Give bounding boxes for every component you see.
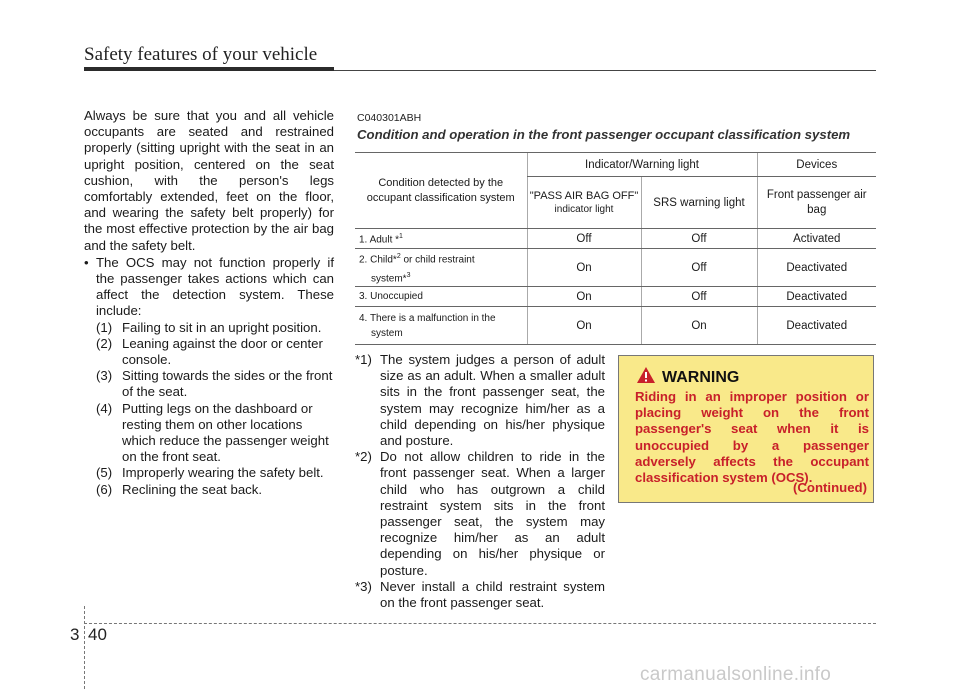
section-title: Condition and operation in the front passenger occupant classification system	[357, 127, 851, 142]
footnote-1: *1) The system judges a person of adult size as an adult. When a smaller adult sits in the front passenger seat, the system may recognize him/her as a child depending on his/her physique and posture.	[355, 352, 605, 449]
row-pass-indicator: On	[527, 307, 641, 345]
warning-body: Riding in an improper position or placing weight on the front passenger's seat when it is unoccupied by a passenger adversely affects the occupant classification system (OCS).	[635, 389, 869, 486]
footnotes	[355, 352, 605, 611]
footer-rule	[84, 623, 876, 624]
list-item: (1) Failing to sit in an upright position.	[96, 319, 322, 335]
warning-box	[618, 355, 874, 503]
watermark: carmanualsonline.info	[640, 664, 832, 685]
header-bar	[84, 67, 334, 71]
row-condition: 4. There is a malfunction in the system	[355, 307, 527, 345]
section-code: C040301ABH	[357, 112, 422, 124]
header-srs-warning-light: SRS warning light	[641, 177, 757, 229]
left-column	[84, 108, 334, 498]
table-row	[355, 287, 876, 307]
warning-title: WARNING	[662, 368, 740, 386]
row-device-state: Activated	[757, 229, 876, 249]
row-srs-light: On	[641, 307, 757, 345]
page-header-title: Safety features of your vehicle	[84, 44, 318, 65]
list-item: (4) Putting legs on the dashboard or resting them on other locations which reduce the passenger weight on the front seat.	[96, 400, 329, 465]
row-srs-light: Off	[641, 229, 757, 249]
row-device-state: Deactivated	[757, 249, 876, 287]
row-pass-indicator: On	[527, 287, 641, 307]
footer-divider	[84, 606, 85, 689]
ocs-bullet	[84, 255, 334, 320]
row-pass-indicator: Off	[527, 229, 641, 249]
ocs-table	[355, 152, 876, 345]
footnote-3: *3) Never install a child restraint system on the front passenger seat.	[355, 578, 605, 611]
row-condition: 1. Adult *$^1$	[355, 229, 527, 249]
row-pass-indicator: On	[527, 249, 641, 287]
row-srs-light: Off	[641, 287, 757, 307]
row-device-state: Deactivated	[757, 287, 876, 307]
list-item: (6) Reclining the seat back.	[96, 481, 263, 497]
table-row	[355, 229, 876, 249]
table-row	[355, 249, 876, 287]
ocs-bullet-text: The OCS may not function properly if the passenger takes actions which can affect the detection system. These include:	[96, 254, 334, 319]
intro-paragraph: Always be sure that you and all vehicle occupants are seated and restrained properly (sitting upright with the seat in an upright position, centered on the seat cushion, with the person's legs comfortably extended, feet on the floor, and wearing the safety belt properly) for the most effective protection by the air bag and the safety belt.	[84, 108, 334, 253]
page-number: 40	[88, 625, 107, 644]
ocs-actions-list	[84, 320, 334, 498]
footnote-2: *2) Do not allow children to ride in the front passenger seat. When a larger child who has outgrown a child restraint system sits in the front passenger seat, the system may recognize him/her as an adult depending on his/her physique or posture.	[355, 449, 605, 578]
header-devices: Devices	[757, 153, 876, 177]
row-condition: 2. Child*$^2$ or child restraint system*$^3$	[355, 249, 527, 287]
warning-header	[636, 366, 739, 389]
header-indicator: Indicator/Warning light	[527, 153, 757, 177]
header-front-passenger-air-bag: Front passenger air bag	[757, 177, 876, 229]
header-condition: Condition detected by the occupant classification system	[355, 153, 527, 229]
row-device-state: Deactivated	[757, 307, 876, 345]
row-srs-light: Off	[641, 249, 757, 287]
header-rule	[334, 70, 876, 71]
header-pass-air-bag-off: "PASS AIR BAG OFF" indicator light	[527, 177, 641, 229]
warning-triangle-icon	[636, 366, 656, 389]
row-condition: 3. Unoccupied	[355, 287, 527, 307]
list-item: (3) Sitting towards the sides or the front of the seat.	[96, 368, 333, 400]
list-item: (5) Improperly wearing the safety belt.	[96, 465, 324, 481]
bullet-marker: •	[84, 254, 89, 270]
table-row	[355, 307, 876, 345]
list-item: (2) Leaning against the door or center console.	[96, 335, 323, 368]
warning-continued: (Continued)	[793, 480, 867, 495]
chapter-number: 3	[70, 625, 80, 644]
